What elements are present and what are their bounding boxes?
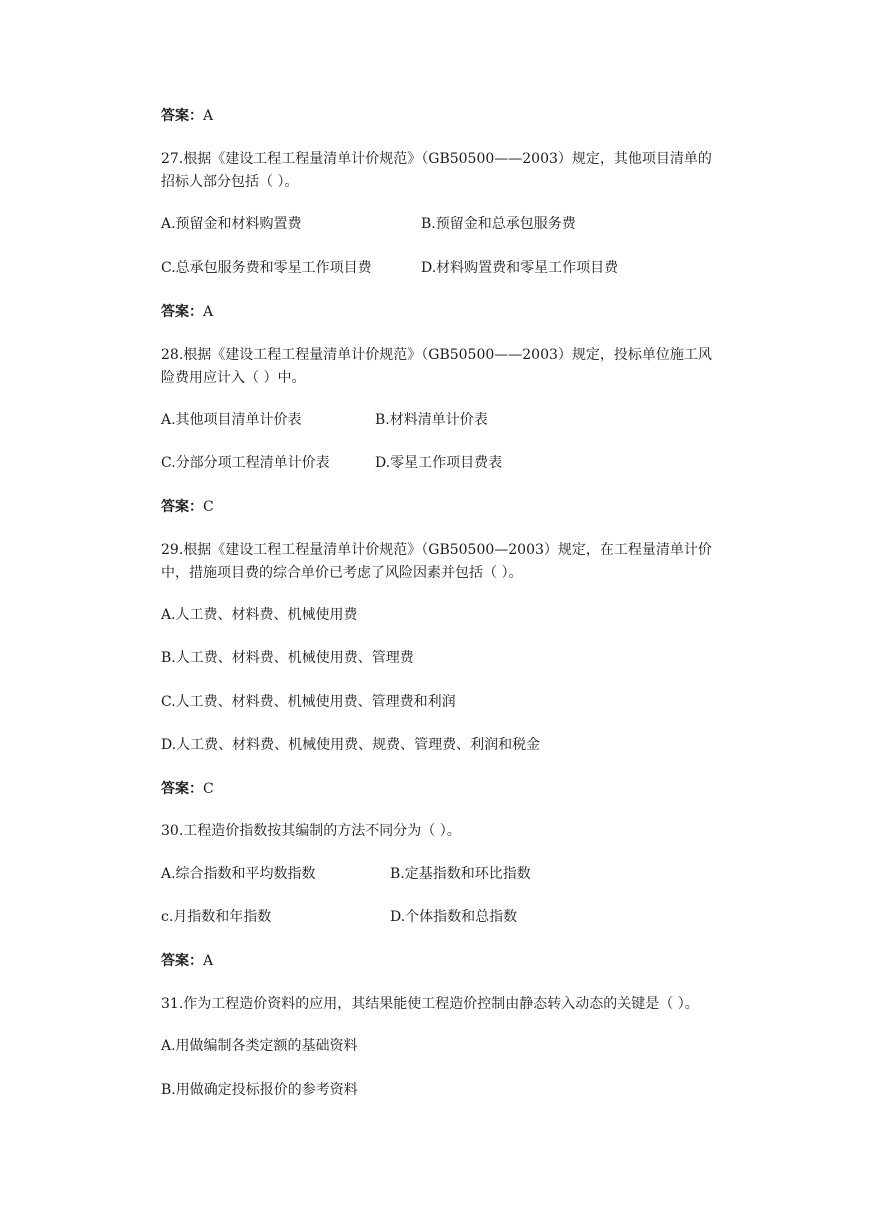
question-30-option-a: A.综合指数和平均数指数 bbox=[161, 866, 316, 882]
question-29-option-d: D.人工费、材料费、机械使用费、规费、管理费、利润和税金 bbox=[161, 737, 541, 753]
question-27-option-a: A.预留金和材料购置费 bbox=[161, 216, 302, 232]
answer-label: 答案： bbox=[161, 953, 203, 969]
answer-label: 答案： bbox=[161, 108, 203, 124]
question-28-option-d: D.零星工作项目费表 bbox=[375, 455, 503, 471]
question-27-line-1: 27.根据《建设工程工程量清单计价规范》（GB50500——2003）规定，其他项目清单的 bbox=[161, 151, 712, 167]
question-31-option-a: A.用做编制各类定额的基础资料 bbox=[161, 1038, 358, 1054]
question-28-line-1: 28.根据《建设工程工程量清单计价规范》（GB50500——2003）规定，投标单位施工风 bbox=[161, 347, 712, 363]
question-30-option-b: B.定基指数和环比指数 bbox=[390, 866, 531, 882]
question-27-option-d: D.材料购置费和零星工作项目费 bbox=[421, 260, 619, 276]
answer-label: 答案： bbox=[161, 304, 203, 320]
question-28-option-b: B.材料清单计价表 bbox=[375, 412, 488, 428]
question-29-option-a: A.人工费、材料费、机械使用费 bbox=[161, 607, 358, 623]
question-31-option-b: B.用做确定投标报价的参考资料 bbox=[161, 1082, 358, 1098]
answer-value: C bbox=[203, 781, 214, 797]
question-28-line-2: 险费用应计入（ ）中。 bbox=[161, 370, 306, 386]
question-28-option-a: A.其他项目清单计价表 bbox=[161, 412, 302, 428]
question-29-option-c: C.人工费、材料费、机械使用费、管理费和利润 bbox=[161, 694, 456, 710]
answer-value: A bbox=[203, 304, 214, 320]
question-29-line-2: 中，措施项目费的综合单价已考虑了风险因素并包括（ ）。 bbox=[161, 565, 523, 581]
question-29-option-b: B.人工费、材料费、机械使用费、管理费 bbox=[161, 650, 414, 666]
question-27-line-2: 招标人部分包括（ ）。 bbox=[161, 174, 299, 190]
answer-label: 答案： bbox=[161, 499, 203, 515]
answer-line-27 bbox=[161, 302, 213, 322]
question-30-line-1: 30.工程造价指数按其编制的方法不同分为（ ）。 bbox=[161, 823, 461, 839]
question-27-option-b: B.预留金和总承包服务费 bbox=[421, 216, 576, 232]
answer-value: C bbox=[203, 499, 214, 515]
answer-value: A bbox=[203, 953, 214, 969]
answer-label: 答案： bbox=[161, 781, 203, 797]
answer-value: A bbox=[203, 108, 214, 124]
question-30-option-d: D.个体指数和总指数 bbox=[390, 909, 518, 925]
question-27-option-c: C.总承包服务费和零星工作项目费 bbox=[161, 260, 372, 276]
answer-line-28 bbox=[161, 497, 214, 517]
question-28-option-c: C.分部分项工程清单计价表 bbox=[161, 455, 330, 471]
question-29-line-1: 29.根据《建设工程工程量清单计价规范》（GB50500—2003）规定，在工程量清单计价 bbox=[161, 542, 712, 558]
question-30-option-c: c.月指数和年指数 bbox=[161, 909, 272, 925]
answer-line-30 bbox=[161, 951, 213, 971]
question-31-line-1: 31.作为工程造价资料的应用，其结果能使工程造价控制由静态转入动态的关键是（ ）。 bbox=[161, 996, 699, 1012]
answer-line-29 bbox=[161, 779, 214, 799]
answer-line-26 bbox=[161, 106, 213, 126]
